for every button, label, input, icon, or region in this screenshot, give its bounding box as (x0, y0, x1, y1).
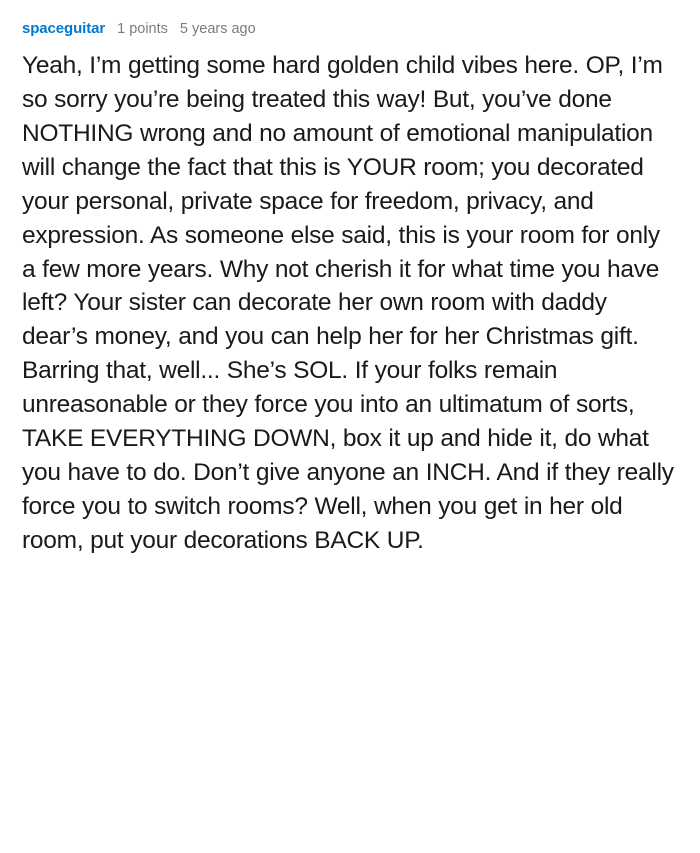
comment-author[interactable]: spaceguitar (22, 20, 106, 37)
comment-meta (22, 20, 678, 37)
comment-timestamp: 5 years ago (179, 21, 256, 37)
comment-points: 1 points (117, 21, 168, 37)
comment-body: Yeah, I’m getting some hard golden child vibes here. OP, I’m so sorry you’re being treated this way! But, you’ve done NOTHING wrong and no amount of emotional manipulation will change the fact that this is YOUR room; you decorated your personal, private space for freedom, privacy, and expression. As someone else said, this is your room for only a few more years. Why not cherish it for what time you have left? Your sister can decorate her own room with daddy dear’s money, and you can help her for her Christmas gift. Barring that, well... She’s SOL. If your folks remain unreasonable or they force you into an ultimatum of sorts, TAKE EVERYTHING DOWN, box it up and hide it, do what you have to do. Don’t give anyone an INCH. And if they really force you to switch rooms? Well, when you get in her old room, put your decorations BACK UP. (22, 52, 674, 554)
